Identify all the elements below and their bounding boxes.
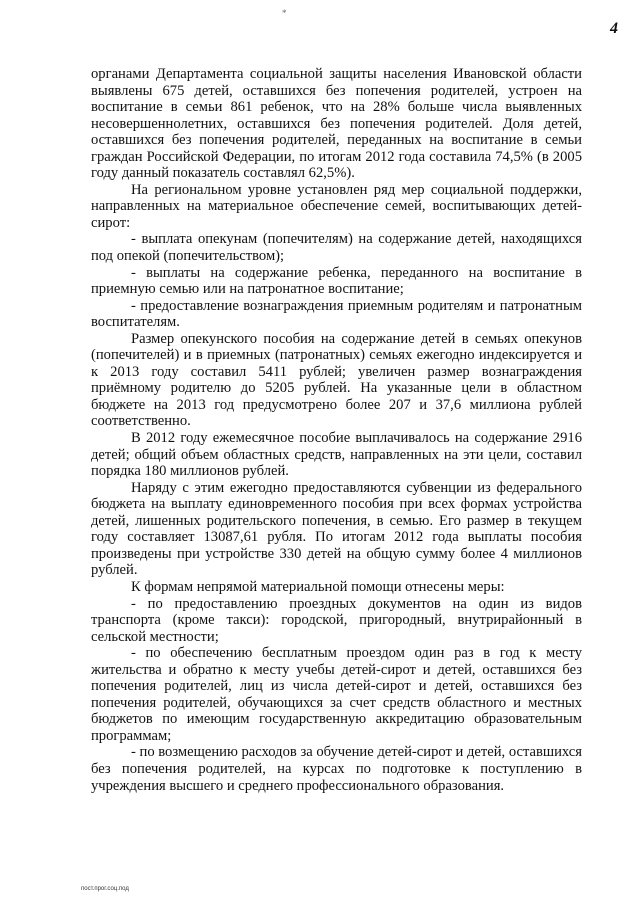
paragraph: В 2012 году ежемесячное пособие выплачивалось на содержание 2916 детей; общий объем областных средств, направленных на эти цели, составил порядка 180 миллионов рублей.	[91, 430, 582, 480]
list-item: - предоставление вознаграждения приемным родителям и патронатным воспитателям.	[91, 297, 582, 331]
list-item: - выплаты на содержание ребенка, переданного на воспитание в приемную семью или на патронатное воспитание;	[91, 264, 582, 298]
paragraph: На региональном уровне установлен ряд мер социальной поддержки, направленных на материальное обеспечение семей, воспитывающих детей-сирот:	[91, 181, 582, 231]
list-item: - выплата опекунам (попечителям) на содержание детей, находящихся под опекой (попечительством);	[91, 231, 582, 265]
paragraph: К формам непрямой материальной помощи отнесены меры:	[131, 578, 505, 595]
document-body	[91, 66, 582, 794]
scan-mark: *	[282, 8, 287, 18]
list-item: - по предоставлению проездных документов на один из видов транспорта (кроме такси): городской, пригородный, внутрирайонный в сельской местности;	[91, 595, 582, 645]
list-item: - по обеспечению бесплатным проездом один раз в год к месту жительства и обратно к месту учебы детей-сирот и детей, оставшихся без попечения родителей, лиц из числа детей-сирот и детей, оставшихся без попечения родителей, обучающихся за счет средств областного и местных бюджетов по имеющим государственную аккредитацию образовательным программам;	[91, 645, 582, 744]
paragraph: Наряду с этим ежегодно предоставляются субвенции из федерального бюджета на выплату единовременного пособия при всех формах устройства детей, лишенных родительского попечения, в семью. Его размер в текущем году составляет 13087,61 рубля. По итогам 2012 года выплаты пособия произведены при устройстве 330 детей на общую сумму более 4 миллионов рублей.	[91, 479, 582, 579]
list-item: - по возмещению расходов за обучение детей-сирот и детей, оставшихся без попечения родителей, на курсах по подготовке к поступлению в учреждения высшего и среднего профессионального образования.	[91, 744, 583, 794]
page-number: 4	[610, 20, 618, 37]
footer-code: пост.прог.соц.под	[81, 886, 129, 892]
paragraph: органами Департамента социальной защиты населения Ивановской области выявлены 675 детей, оставшихся без попечения родителей, устроен на воспитание в семьи 861 ребенок, что на 28% больше числа выявленных несовершеннолетних, оставшихся без попечения родителей. Доля детей, оставшихся без попечения родителей, переданных на воспитание в семьи граждан Российской Федерации, по итогам 2012 года составила 74,5% (в 2005 году данный показатель составлял 62,5%).	[91, 66, 582, 182]
paragraph: Размер опекунского пособия на содержание детей в семьях опекунов (попечителей) и в приемных (патронатных) семьях ежегодно индексируется и к 2013 году составил 5411 рублей; увеличен размер вознаграждения приёмному родителю до 5205 рублей. На указанные цели в областном бюджете на 2013 год предусмотрено более 207 и 37,6 миллиона рублей соответственно.	[91, 330, 582, 430]
